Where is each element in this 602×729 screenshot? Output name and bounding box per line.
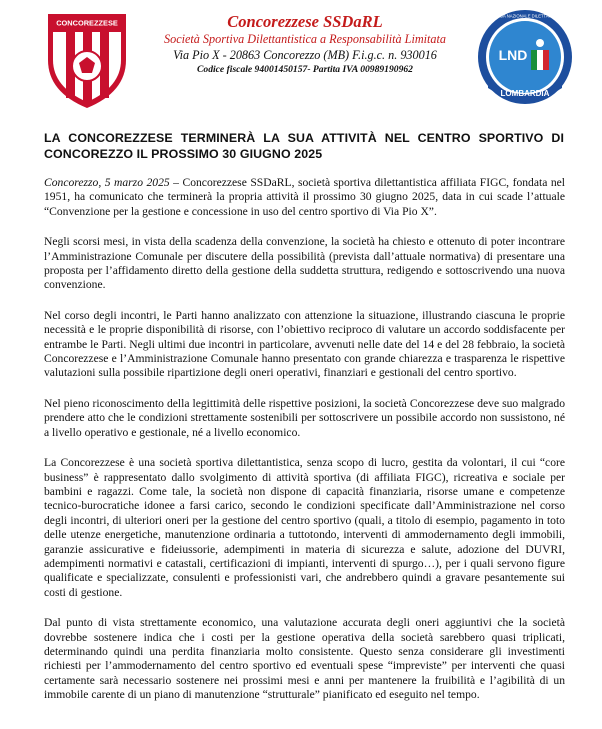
- paragraph-1-text: – Concorezzese SSDaRL, società sportiva dilettantistica affiliata FIGC, fondata nel 1951, ha comunicato che terminerà la propria attività il prossimo 30 giugno 2025, data in cui scade l’attuale “Convenzione per la gestione e concessione in uso del centro sportivo di Via Pio X”.: [44, 176, 566, 218]
- paragraph-2: Negli scorsi mesi, in vista della scadenza della convenzione, la società ha chiesto e ottenuto di poter incontrare l’Amministrazione Comunale per discutere della possibilità (prevista dall’attuale normativa) di presentare una proposta per l’affidamento diretto della gestione della suddetta struttura, redigendo e sottoscrivendo una nuova convenzione.: [44, 235, 565, 292]
- paragraph-5: La Concorezzese è una società sportiva dilettantistica, senza scopo di lucro, gestita da volontari, il cui “core business” è rappresentato dallo svolgimento di attività sportiva (di affiliata FIGC), ricreativa e sociale per bambini e ragazzi. Come tale, la società non dispone di capacità finanziaria, risorse umane e competenze tecnico-burocratiche idonee a farsi carico, secondo le condizioni specificate dall’Amministrazione nel corso degli incontri, di ulteriori oneri per la gestione del centro sportivo (quali, a titolo di esempio, pagamento in toto delle utenze energetiche, manutenzione ordinaria a tuttotondo, interventi di ammodernamento degli immobili, garanzie assicurative e fideiussorie, adempimenti in materia di sicurezza e salute, adozione del DUVRI, adempimenti normativi e catastali, certificazioni di impianti, interventi di spurgo…), per i quali servono figure qualificate e specializzate, consulenti e professionisti vari, che andrebbero quindi a gravare pesantemente sui costi di gestione.: [44, 456, 565, 599]
- letterhead-text: [140, 12, 470, 76]
- lnd-bottom-text: LOMBARDIA: [500, 89, 550, 98]
- club-subtitle: Società Sportiva Dilettantistica a Responsabilità Limitata: [164, 32, 446, 46]
- crest-text: CONCOREZZESE: [56, 18, 118, 28]
- paragraph-4: Nel pieno riconoscimento della legittimità delle rispettive posizioni, la società Concorezzese deve suo malgrado prendere atto che le condizioni strettamente sostenibili per sottoscrivere un possibile accordo non sussistono, né a livello operativo e gestionale, né a livello economico.: [44, 396, 565, 439]
- club-name: Concorezzese SSDaRL: [227, 12, 383, 31]
- paragraph-3: Nel corso degli incontri, le Parti hanno analizzato con attenzione la situazione, illustrando ciascuna le proprie necessità e le proprie disponibilità di risorse, con l’obiettivo reciproco di valutare un accordo soddisfacente per entrambe le Parti. Negli ultimi due incontri in particolare, avvenuti nelle date del 14 e del 28 febbraio, la società Concorezzese e l’Amministrazione Comunale hanno presentato con grande chiarezza e trasparenza le rispettive valutazioni sulla possibile ripartizione degli oneri operativi, finanziari e gestionali del centro sportivo.: [44, 308, 565, 380]
- paragraph-1: [44, 176, 565, 219]
- page-title: LA CONCOREZZESE TERMINERÀ LA SUA ATTIVITÀ NEL CENTRO SPORTIVO DI CONCOREZZO IL PROSSIMO 30 GIUGNO 2025: [44, 131, 564, 161]
- lnd-title: LND: [498, 47, 528, 63]
- letter-body: [44, 176, 565, 719]
- club-fiscal-code: Codice fiscale 94001450157- Partita IVA 00989190962: [197, 64, 413, 75]
- concorezzese-crest-icon: [44, 8, 130, 110]
- club-address: Via Pio X - 20863 Concorezzo (MB) F.i.g.c. n. 930016: [173, 48, 437, 62]
- dateline: Concorezzo, 5 marzo 2025: [44, 176, 170, 189]
- letterhead: [0, 0, 602, 118]
- paragraph-6: Dal punto di vista strettamente economico, una valutazione accurata degli oneri aggiuntivi che la società dovrebbe sostenere indica che i costi per la gestione operativa della società sarebbero quasi triplicati, determinando quindi una perdita finanziaria molto consistente. Questo senza considerare gli investimenti richiesti per l’ammodernamento del centro sportivo ed eventuali spese “impreviste” per interventi che quasi certamente sarà necessario sostenere nei prossimi mesi e anni per mantenere la fruibilità e l’agibilità di un immobile carente di un piano di manutenzione “strutturale” pianificato ed eseguito nel tempo.: [44, 616, 565, 702]
- lnd-lombardia-logo-icon: [476, 8, 574, 106]
- lnd-top-text: LEGA NAZIONALE DILETTANTI: [494, 13, 556, 19]
